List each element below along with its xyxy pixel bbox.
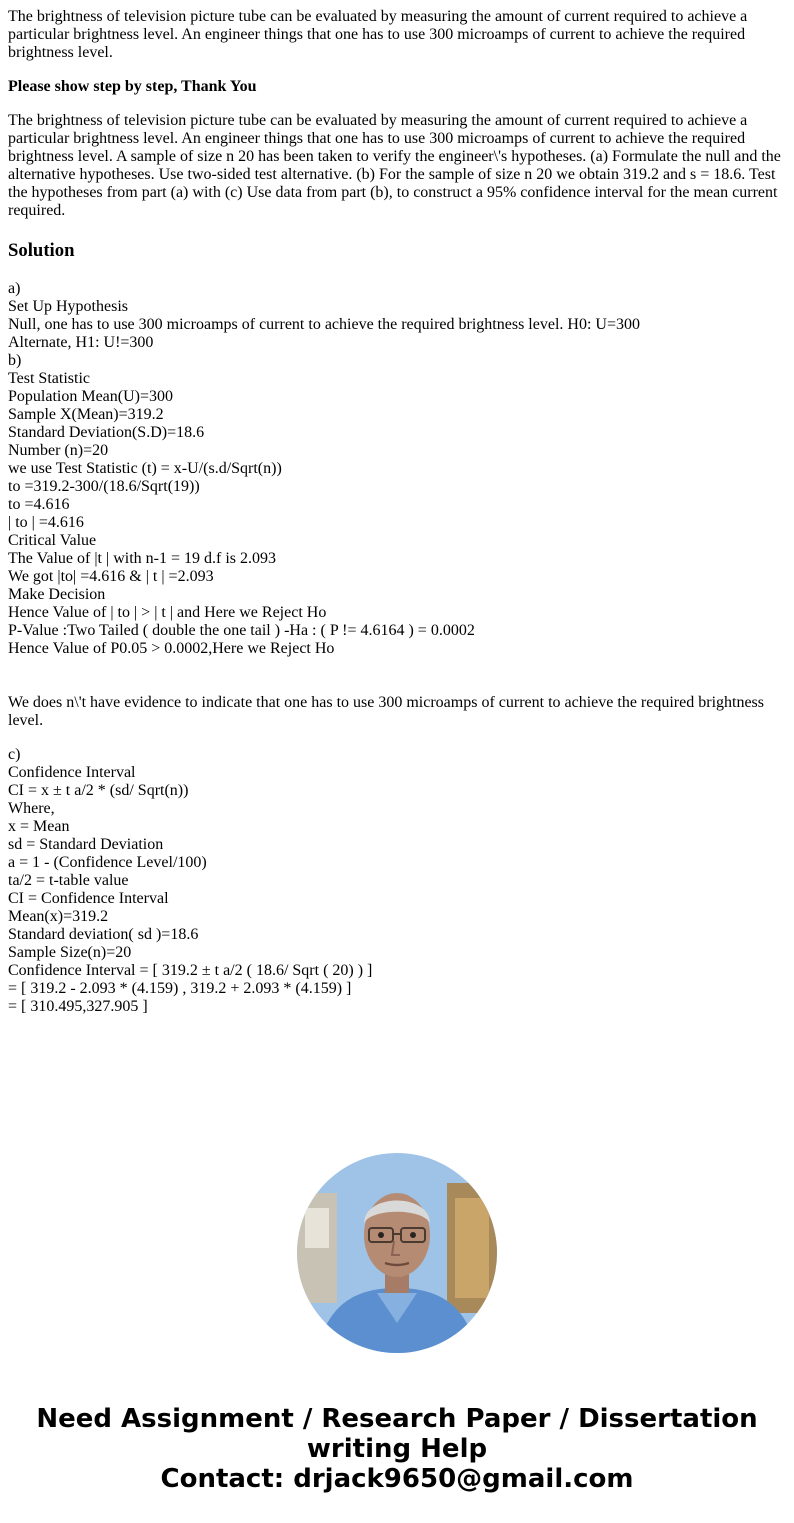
solution-line: Make Decision bbox=[8, 586, 106, 603]
solution-line: c) bbox=[8, 746, 21, 763]
solution-line: Confidence Interval bbox=[8, 764, 136, 781]
solution-line: Where, bbox=[8, 800, 55, 817]
solution-line: CI = x ± t a/2 * (sd/ Sqrt(n)) bbox=[8, 782, 189, 799]
solution-line: We got |to| =4.616 & | t | =2.093 bbox=[8, 568, 214, 585]
solution-line: Set Up Hypothesis bbox=[8, 298, 128, 315]
solution-line: Population Mean(U)=300 bbox=[8, 388, 173, 405]
solution-line: we use Test Statistic (t) = x-U/(s.d/Sqrt(n)) bbox=[8, 460, 282, 477]
footer-line-2: writing Help bbox=[306, 1434, 488, 1464]
author-photo bbox=[297, 1153, 497, 1353]
solution-line: Critical Value bbox=[8, 532, 97, 549]
solution-line: CI = Confidence Interval bbox=[8, 890, 169, 907]
footer-contact: Contact: drjack9650@gmail.com bbox=[160, 1464, 634, 1494]
question-intro: The brightness of television picture tube can be evaluated by measuring the amount of current required to achieve a particular brightness level. An engineer things that one has to use 300 microamps of current to achieve the required brightness level. bbox=[8, 8, 748, 61]
solution-line: Standard Deviation(S.D)=18.6 bbox=[8, 424, 205, 441]
solution-line: Standard deviation( sd )=18.6 bbox=[8, 926, 199, 943]
solution-line: Sample X(Mean)=319.2 bbox=[8, 406, 164, 423]
solution-line: Confidence Interval = [ 319.2 ± t a/2 ( 18.6/ Sqrt ( 20) ) ] bbox=[8, 962, 373, 979]
solution-line: Mean(x)=319.2 bbox=[8, 908, 109, 925]
solution-line: x = Mean bbox=[8, 818, 70, 835]
solution-line: = [ 310.495,327.905 ] bbox=[8, 998, 148, 1015]
solution-line: Test Statistic bbox=[8, 370, 90, 387]
spacer bbox=[8, 658, 786, 676]
solution-line: Alternate, H1: U!=300 bbox=[8, 334, 154, 351]
promo-footer bbox=[0, 1404, 794, 1494]
solution-line: The Value of |t | with n-1 = 19 d.f is 2.093 bbox=[8, 550, 276, 567]
solution-heading: Solution bbox=[8, 240, 75, 261]
solution-line: to =4.616 bbox=[8, 496, 70, 513]
solution-line: = [ 319.2 - 2.093 * (4.159) , 319.2 + 2.093 * (4.159) ] bbox=[8, 980, 352, 997]
solution-line: | to | =4.616 bbox=[8, 514, 84, 531]
solution-line: b) bbox=[8, 352, 22, 369]
footer-line-1: Need Assignment / Research Paper / Dissertation bbox=[36, 1404, 758, 1434]
solution-conclusion: We does n\'t have evidence to indicate that one has to use 300 microamps of current to achieve the required brightness level. bbox=[8, 694, 765, 729]
question-full-text: The brightness of television picture tube can be evaluated by measuring the amount of current required to achieve a particular brightness level. An engineer things that one has to use 300 microamps of current to achieve the required brightness level. A sample of size n 20 has been taken to verify the engineer\'s hypotheses. (a) Formulate the null and the alternative hypotheses. Use two-sided test alternative. (b) For the sample of size n 20 we obtain 319.2 and s = 18.6. Test the hypotheses from part (a) with (c) Use data from part (b), to construct a 95% confidence interval for the mean current required. bbox=[8, 112, 781, 219]
solution-part-c bbox=[8, 746, 786, 1016]
solution-line: Sample Size(n)=20 bbox=[8, 944, 132, 961]
solution-part-ab bbox=[8, 280, 786, 658]
solution-line: Hence Value of P0.05 > 0.0002,Here we Reject Ho bbox=[8, 640, 335, 657]
solution-line: to =319.2-300/(18.6/Sqrt(19)) bbox=[8, 478, 200, 495]
document-content bbox=[8, 8, 786, 1016]
question-request: Please show step by step, Thank You bbox=[8, 78, 257, 95]
author-avatar bbox=[297, 1153, 497, 1353]
solution-line: Null, one has to use 300 microamps of current to achieve the required brightness level. H0: U=300 bbox=[8, 316, 640, 333]
solution-line: sd = Standard Deviation bbox=[8, 836, 164, 853]
solution-line: ta/2 = t-table value bbox=[8, 872, 129, 889]
solution-line: P-Value :Two Tailed ( double the one tail ) -Ha : ( P != 4.6164 ) = 0.0002 bbox=[8, 622, 475, 639]
solution-line: a) bbox=[8, 280, 21, 297]
solution-line: Number (n)=20 bbox=[8, 442, 109, 459]
solution-line: Hence Value of | to | > | t | and Here we Reject Ho bbox=[8, 604, 327, 621]
solution-line: a = 1 - (Confidence Level/100) bbox=[8, 854, 207, 871]
